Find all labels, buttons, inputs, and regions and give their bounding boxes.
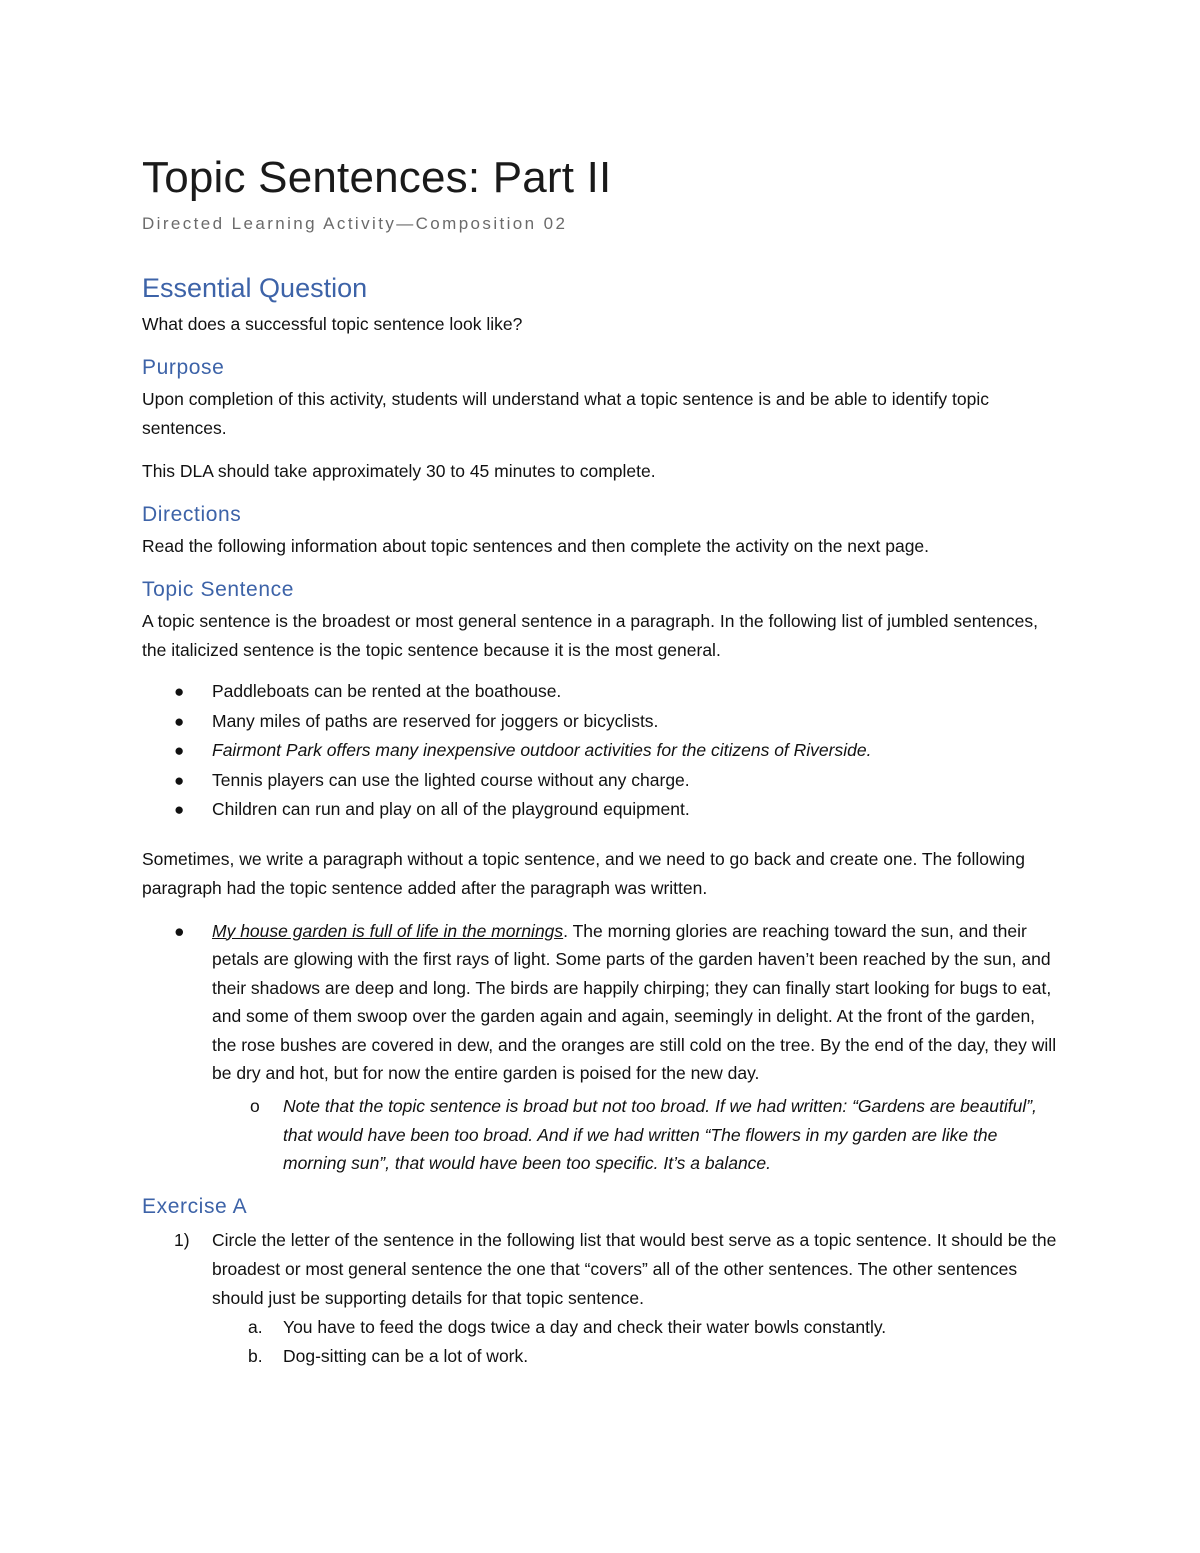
example-paragraph [142, 917, 1062, 1089]
purpose-time-text: This DLA should take approximately 30 to 45 minutes to complete. [142, 461, 656, 481]
bullet-icon: ● [174, 800, 185, 819]
document-content [142, 148, 1062, 1371]
question-1 [142, 1226, 1062, 1313]
directions-text: Read the following information about topic sentences and then complete the activity on the next page. [142, 536, 930, 556]
option-a [142, 1313, 1062, 1342]
purpose-heading: Purpose [142, 356, 225, 379]
example-note-text: Note that the topic sentence is broad but not too broad. If we had written: “Gardens are beautiful”, that would have been too broad. And if we had written “The flowers in my garden are like the morning sun”, that would have been too specific. It’s a balance. [283, 1096, 1037, 1174]
list-item: ● Many miles of paths are reserved for joggers or bicyclists. [142, 707, 1062, 737]
question-1-text: Circle the letter of the sentence in the following list that would best serve as a topic sentence. It should be the broadest or most general sentence the one that “covers” all of the other sentences. The other sentences should just be supporting details for that topic sentence. [212, 1229, 1057, 1308]
after-list-text: Sometimes, we write a paragraph without a topic sentence, and we need to go back and create one. The following paragraph had the topic sentence added after the paragraph was written. [142, 848, 1025, 898]
topic-sentence-heading: Topic Sentence [142, 578, 294, 601]
bullet-icon: ● [174, 770, 185, 790]
essential-question-text: What does a successful topic sentence look like? [142, 314, 523, 334]
option-letter: a. [248, 1316, 263, 1337]
option-b [142, 1342, 1062, 1371]
purpose-text: Upon completion of this activity, students will understand what a topic sentence is and be able to identify topic sentences. [142, 389, 989, 438]
page-title: Topic Sentences: Part II [142, 153, 612, 202]
sub-bullet-icon: o [250, 1096, 260, 1117]
list-item: ● Children can run and play on all of the playground equipment. [142, 795, 1062, 825]
option-letter: b. [248, 1345, 263, 1366]
bullet-icon: ● [174, 711, 185, 731]
question-number: 1) [174, 1229, 190, 1250]
exercise-a [142, 1226, 1062, 1371]
example-note [142, 1092, 1062, 1178]
example-paragraph-body: . The morning glories are reaching toward the sun, and their petals are glowing with the first rays of light. Some parts of the garden haven’t been reached by the sun, and their shadows are deep and long. The birds are happily chirping; they can finally start looking for bugs to eat, and some of them swoop over the garden again and again, seemingly in delight. At the front of the garden, the rose bushes are covered in dew, and the oranges are still cold on the tree. By the end of the day, they will be dry and hot, but for now the entire garden is poised for the new day. [212, 920, 1057, 1084]
page-subtitle: Directed Learning Activity—Composition 02 [142, 214, 568, 233]
option-text: Dog-sitting can be a lot of work. [283, 1345, 529, 1366]
list-item: ● Tennis players can use the lighted course without any charge. [142, 766, 1062, 796]
exercise-a-heading: Exercise A [142, 1194, 248, 1218]
jumbled-sentence-list [142, 677, 1062, 825]
list-item-topic-sentence: ● Fairmont Park offers many inexpensive outdoor activities for the citizens of Riverside. [142, 736, 1062, 766]
bullet-icon: ● [174, 741, 185, 760]
example-topic-sentence: My house garden is full of life in the mornings [212, 920, 564, 941]
directions-heading: Directions [142, 503, 242, 526]
bullet-icon: ● [174, 920, 185, 941]
bullet-icon: ● [174, 682, 185, 701]
essential-question-heading: Essential Question [142, 273, 368, 303]
option-text: You have to feed the dogs twice a day and check their water bowls constantly. [283, 1316, 887, 1337]
list-item: ● Paddleboats can be rented at the boathouse. [142, 677, 1062, 707]
topic-sentence-intro: A topic sentence is the broadest or most general sentence in a paragraph. In the following list of jumbled sentences, the italicized sentence is the topic sentence because it is the most general. [142, 611, 1038, 660]
